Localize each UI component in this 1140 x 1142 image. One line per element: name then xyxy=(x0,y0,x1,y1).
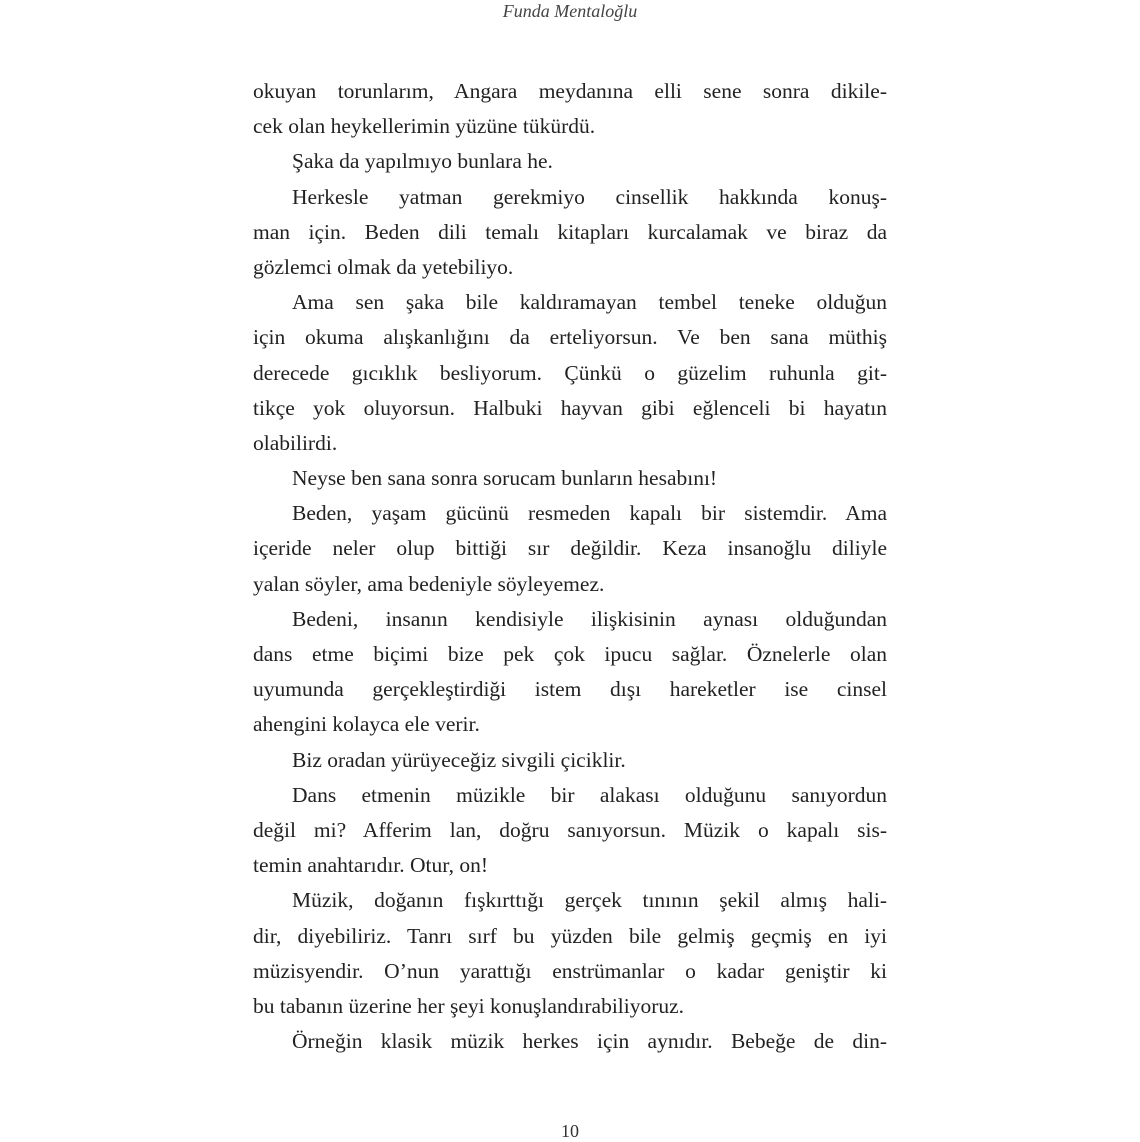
text-line: Herkesle yatman gerekmiyo cinsellik hakkında konuş- xyxy=(292,184,887,209)
text-line: Dans etmenin müzikle bir alakası olduğunu sanıyordun xyxy=(292,782,887,807)
text-line: yalan söyler, ama bedeniyle söyleyemez. xyxy=(253,571,605,596)
text-line: Müzik, doğanın fışkırttığı gerçek tınının şekil almış hali- xyxy=(292,888,887,913)
text-line: Biz oradan yürüyeceğiz sivgili çiciklir. xyxy=(292,747,626,772)
text-line: okuyan torunlarım, Angara meydanına elli sene sonra dikile- xyxy=(253,79,887,103)
text-line: temin anahtarıdır. Otur, on! xyxy=(253,853,488,878)
running-header-author: Funda Mentaloğlu xyxy=(502,1,638,21)
text-line: bu tabanın üzerine her şeyi konuşlandırabiliyoruz. xyxy=(253,993,685,1018)
text-line: Ama sen şaka bile kaldıramayan tembel teneke olduğun xyxy=(292,290,887,315)
text-line: tikçe yok oluyorsun. Halbuki hayvan gibi eğlenceli bi hayatın xyxy=(253,395,887,420)
text-line: Neyse ben sana sonra sorucam bunların hesabını! xyxy=(292,466,718,491)
text-line: uyumunda gerçekleştirdiği istem dışı hareketler ise cinsel xyxy=(253,677,887,702)
text-line: için okuma alışkanlığını da erteliyorsun. Ve ben sana müthiş xyxy=(253,325,887,350)
text-line: dans etme biçimi bize pek çok ipucu sağlar. Öznelerle olan xyxy=(253,642,887,666)
text-line: müzisyendir. O’nun yarattığı enstrümanlar o kadar geniştir ki xyxy=(253,958,887,983)
text-line: olabilirdi. xyxy=(253,430,338,455)
text-line: içeride neler olup bittiği sır değildir. Keza insanoğlu diliyle xyxy=(253,536,887,561)
page-number: 10 xyxy=(561,1121,579,1141)
text-line: man için. Beden dili temalı kitapları kurcalamak ve biraz da xyxy=(253,219,887,244)
text-line: derecede gıcıklık besliyorum. Çünkü o güzelim ruhunla git- xyxy=(253,360,887,385)
text-line: Şaka da yapılmıyo bunlara he. xyxy=(292,149,553,174)
text-line: dir, diyebiliriz. Tanrı sırf bu yüzden bile gelmiş geçmiş en iyi xyxy=(253,923,887,948)
text-line: Bedeni, insanın kendisiyle ilişkisinin aynası olduğundan xyxy=(292,606,887,631)
page-body-text xyxy=(253,74,887,1059)
text-line: cek olan heykellerimin yüzüne tükürdü. xyxy=(253,114,596,139)
text-line: ahengini kolayca ele verir. xyxy=(253,712,480,737)
text-line: Örneğin klasik müzik herkes için aynıdır. Bebeğe de din- xyxy=(292,1029,887,1054)
text-line: gözlemci olmak da yetebiliyo. xyxy=(253,254,514,279)
text-line: değil mi? Afferim lan, doğru sanıyorsun. Müzik o kapalı sis- xyxy=(253,817,887,842)
text-line: Beden, yaşam gücünü resmeden kapalı bir sistemdir. Ama xyxy=(292,501,887,526)
